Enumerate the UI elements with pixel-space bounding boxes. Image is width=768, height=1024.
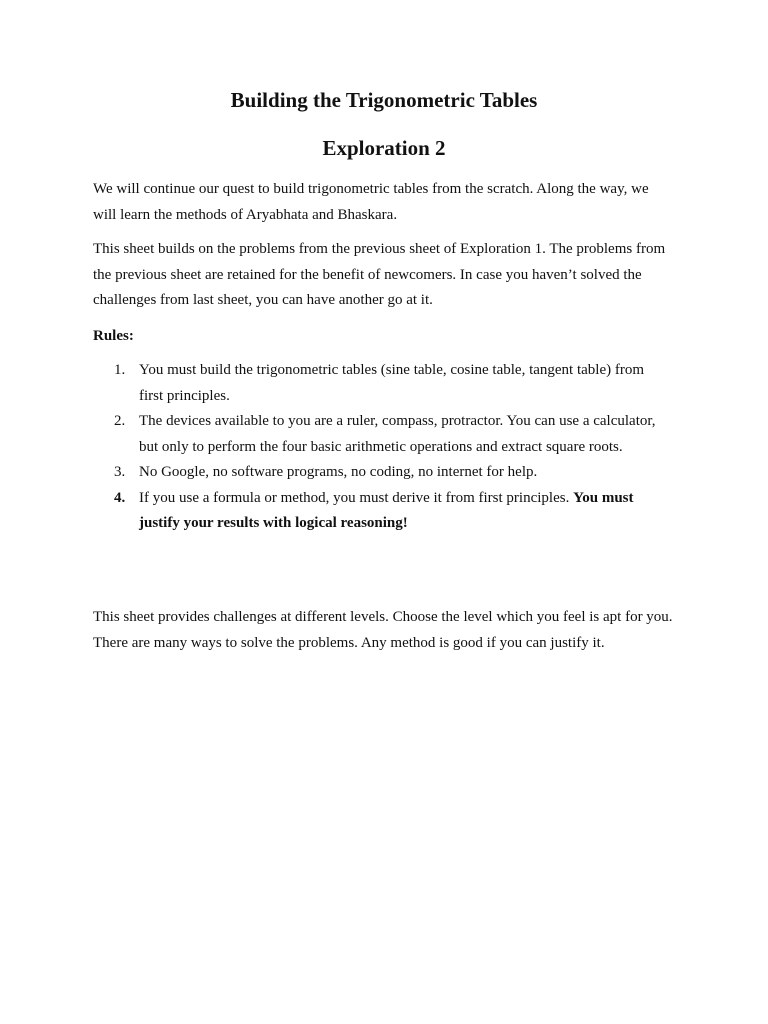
- document-subtitle: Exploration 2: [322, 136, 446, 160]
- rule-number: 2.: [114, 413, 126, 429]
- document-title: Building the Trigonometric Tables: [230, 88, 538, 112]
- rule-plain-text: If you use a formula or method, you must derive it from first principles.: [139, 489, 570, 506]
- rule-text: [139, 486, 669, 537]
- rule-item-2: [0, 409, 768, 460]
- rule-text: The devices available to you are a ruler, compass, protractor. You can use a calculator, but only to perform the four basic arithmetic operations and extract square roots.: [139, 413, 656, 455]
- rule-number: 3.: [114, 464, 126, 480]
- intro-paragraph: We will continue our quest to build trigonometric tables from the scratch. Along the way, we will learn the methods of Aryabhata and Bhaskara.: [93, 181, 649, 223]
- context-paragraph: This sheet builds on the problems from the previous sheet of Exploration 1. The problems from the previous sheet are retained for the benefit of newcomers. In case you haven’t solved the challenges from last sheet, you can have another go at it.: [93, 241, 666, 308]
- rule-item-1: [0, 358, 768, 409]
- rule-text: No Google, no software programs, no coding, no internet for help.: [139, 464, 538, 480]
- rule-item-3: [0, 460, 768, 486]
- rule-number: 4.: [114, 489, 126, 506]
- rules-heading: Rules:: [93, 328, 134, 344]
- closing-paragraph: This sheet provides challenges at different levels. Choose the level which you feel is apt for you. There are many ways to solve the problems. Any method is good if you can justify it.: [93, 609, 673, 651]
- rules-list: [0, 358, 768, 537]
- rule-text: You must build the trigonometric tables (sine table, cosine table, tangent table) from first principles.: [139, 362, 645, 404]
- rule-number: 1.: [114, 362, 126, 378]
- rule-emphasis-text: You must justify your results with logical reasoning!: [139, 489, 634, 531]
- rule-item-4: [0, 486, 768, 537]
